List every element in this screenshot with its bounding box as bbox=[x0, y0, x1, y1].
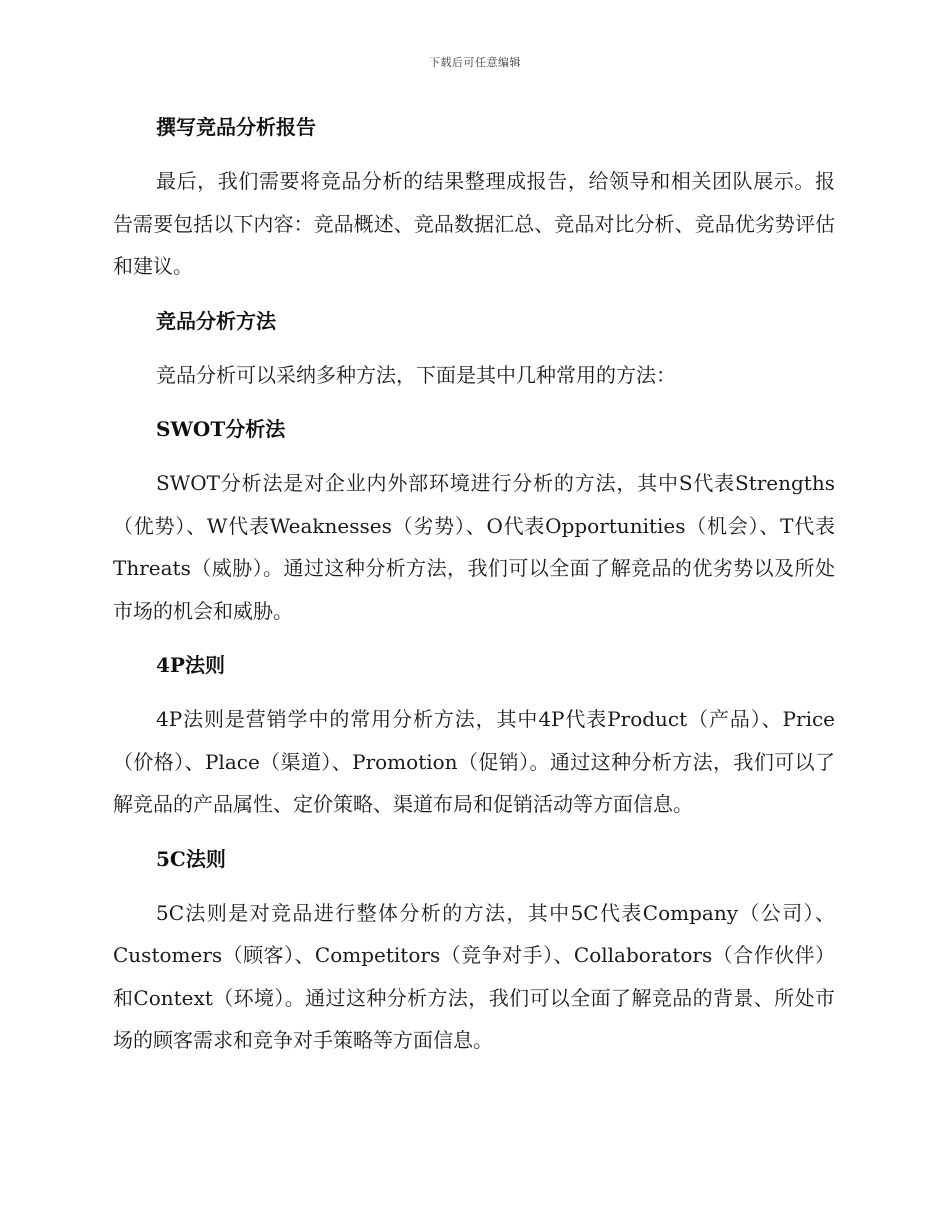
section-heading-methods: 竞品分析方法 bbox=[156, 308, 276, 333]
section-heading-report: 撰写竞品分析报告 bbox=[156, 115, 316, 139]
section-paragraph-swot: SWOT分析法是对企业内外部环境进行分析的方法，其中S代表Strengths（优势）、W代表Weaknesses（劣势）、O代表Opportunities（机会）、T代表Threats（威胁）。通过这种分析方法，我们可以全面了解竞品的优劣势以及所处市场的机会和威胁。 bbox=[113, 471, 835, 623]
document-body bbox=[113, 106, 835, 1074]
section-paragraph-methods: 竞品分析可以采纳多种方法，下面是其中几种常用的方法： bbox=[156, 362, 676, 387]
section-paragraph-5c: 5C法则是对竞品进行整体分析的方法，其中5C代表Company（公司）、Customers（顾客）、Competitors（竞争对手）、Collaborators（合作伙伴）和Context（环境）。通过这种分析方法，我们可以全面了解竞品的背景、所处市场的顾客需求和竞争对手策略等方面信息。 bbox=[113, 900, 835, 1052]
section-heading-4p: 4P法则 bbox=[156, 653, 225, 677]
page-header-note: 下载后可任意编辑 bbox=[429, 56, 521, 69]
section-paragraph-report: 最后，我们需要将竞品分析的结果整理成报告，给领导和相关团队展示。报告需要包括以下内容：竞品概述、竞品数据汇总、竞品对比分析、竞品优劣势评估和建议。 bbox=[113, 169, 835, 278]
section-heading-swot: SWOT分析法 bbox=[156, 417, 286, 441]
section-heading-5c: 5C法则 bbox=[156, 846, 226, 871]
section-paragraph-4p: 4P法则是营销学中的常用分析方法，其中4P代表Product（产品）、Price（价格）、Place（渠道）、Promotion（促销）。通过这种分析方法，我们可以了解竞品的产品属性、定价策略、渠道布局和促销活动等方面信息。 bbox=[113, 707, 835, 816]
